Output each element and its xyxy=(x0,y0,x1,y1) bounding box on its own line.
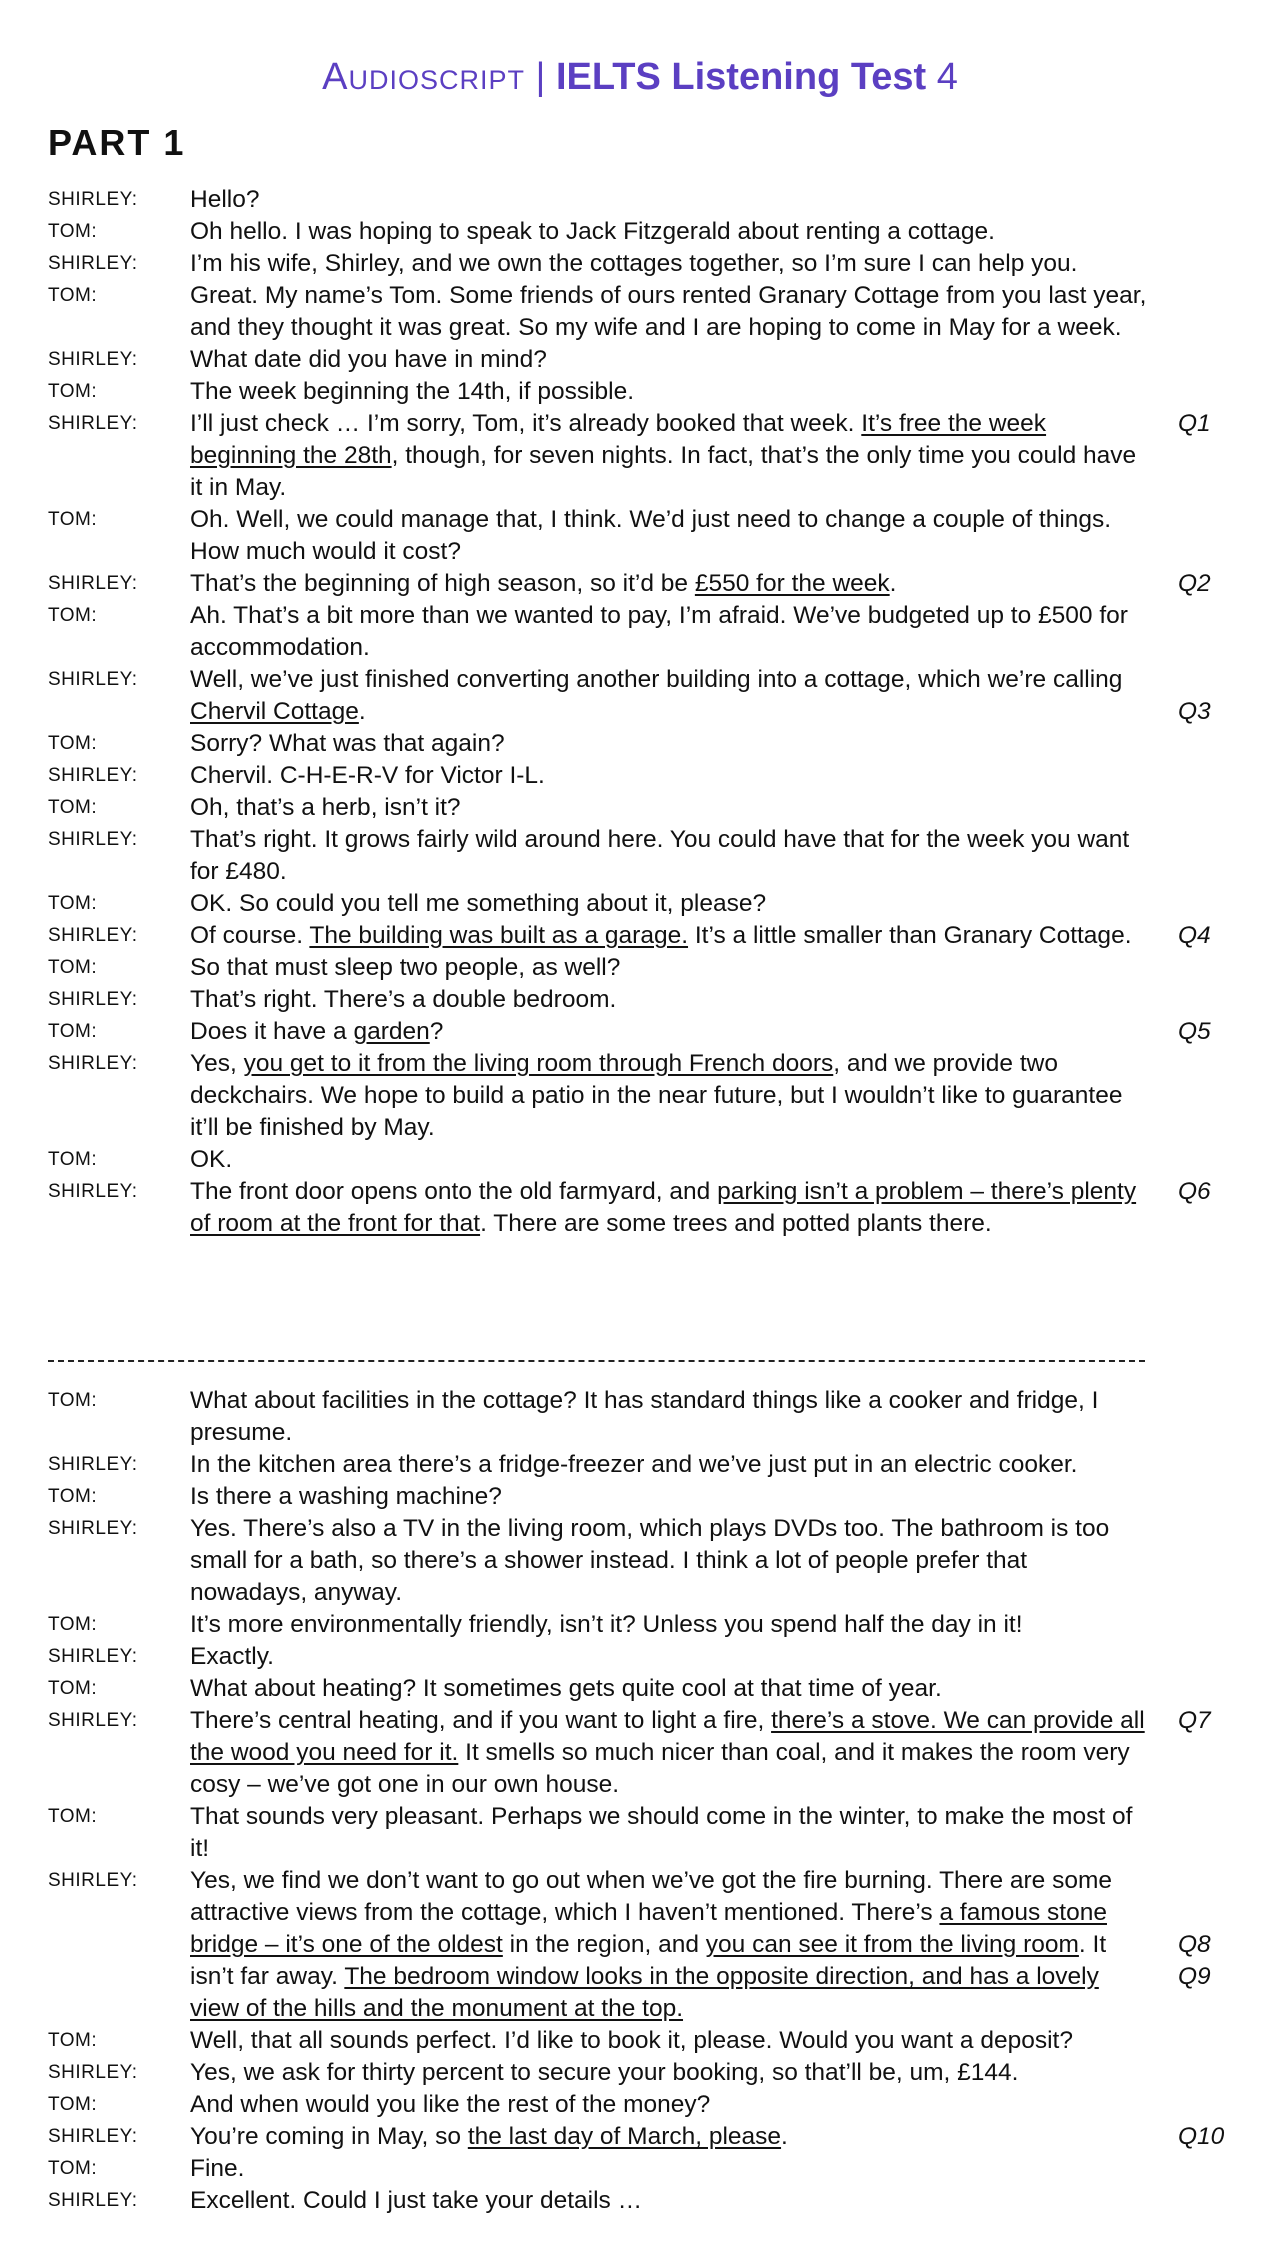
text-segment: It’s a little smaller than Granary Cottage. xyxy=(688,922,1132,949)
text-segment: That’s right. There’s a double bedroom. xyxy=(190,986,617,1013)
text-segment: Of course. xyxy=(190,922,310,949)
speaker-label: SHIRLEY: xyxy=(48,989,138,1010)
dialogue-line xyxy=(0,1048,1280,1144)
question-marker: Q10 xyxy=(1178,2123,1225,2150)
speaker-label: SHIRLEY: xyxy=(48,925,138,946)
speaker-label: TOM: xyxy=(48,381,98,402)
text-segment: Yes, xyxy=(190,1050,244,1077)
dialogue-line xyxy=(0,1513,1280,1609)
text-segment: It smells so much nicer than coal, and it makes the room very cosy – we’ve got one in our own house. xyxy=(190,1739,1130,1798)
dialogue-text xyxy=(190,184,1150,216)
speaker-label: TOM: xyxy=(48,1486,98,1507)
question-marker: Q4 xyxy=(1178,922,1211,949)
answer-underline: £550 for the week xyxy=(694,570,890,597)
dialogue-text xyxy=(190,1048,1150,1144)
dialogue-line xyxy=(0,792,1280,824)
dialogue-text xyxy=(190,1705,1150,1801)
text-segment: . xyxy=(781,2123,788,2150)
speaker-label: TOM: xyxy=(48,605,98,626)
answer-underline: you can see it from the living room xyxy=(705,1931,1079,1958)
text-segment: Oh, that’s a herb, isn’t it? xyxy=(190,794,461,821)
speaker-label: TOM: xyxy=(48,1390,98,1411)
text-segment: Well, we’ve just finished converting another building into a cottage, which we’re calling xyxy=(190,666,1123,693)
text-segment: Fine. xyxy=(190,2155,245,2182)
speaker-label: TOM: xyxy=(48,1149,98,1170)
text-segment: , and we provide two deckchairs. We hope to build a patio in the near future, but I wouldn’t like to guarantee it’ll be finished by May. xyxy=(190,1050,1123,1141)
dialogue-text xyxy=(190,2185,1150,2217)
title-test-number: 4 xyxy=(926,56,958,98)
text-segment: So that must sleep two people, as well? xyxy=(190,954,621,981)
answer-underline: the last day of March, please xyxy=(467,2123,782,2150)
dialogue-text xyxy=(190,760,1150,792)
dialogue-text xyxy=(190,1449,1150,1481)
dialogue-line xyxy=(0,2089,1280,2121)
question-marker: Q2 xyxy=(1178,570,1211,597)
dialogue-line xyxy=(0,760,1280,792)
speaker-label: TOM: xyxy=(48,1614,98,1635)
text-segment: Ah. That’s a bit more than we wanted to pay, I’m afraid. We’ve budgeted up to £500 for accommodation. xyxy=(190,602,1128,661)
answer-underline: Chervil Cottage xyxy=(190,698,359,725)
part-heading: PART 1 xyxy=(48,122,186,163)
text-segment: In the kitchen area there’s a fridge-freezer and we’ve just put in an electric cooker. xyxy=(190,1451,1078,1478)
dialogue-line xyxy=(0,1144,1280,1176)
speaker-label: TOM: xyxy=(48,2030,98,2051)
dialogue-text xyxy=(190,280,1150,344)
dialogue-line xyxy=(0,408,1280,504)
dialogue-line xyxy=(0,216,1280,248)
dialogue-text xyxy=(190,664,1150,728)
dialogue-line xyxy=(0,1865,1280,2025)
text-segment: Oh hello. I was hoping to speak to Jack Fitzgerald about renting a cottage. xyxy=(190,218,995,245)
speaker-label: SHIRLEY: xyxy=(48,253,138,274)
text-segment: Is there a washing machine? xyxy=(190,1483,502,1510)
dialogue-text xyxy=(190,568,1150,600)
speaker-label: SHIRLEY: xyxy=(48,669,138,690)
text-segment: in the region, and xyxy=(502,1931,706,1958)
dialogue-text xyxy=(190,1016,1150,1048)
dialogue-line xyxy=(0,1481,1280,1513)
dialogue-line xyxy=(0,664,1280,728)
dialogue-line xyxy=(0,2185,1280,2217)
text-segment: Exactly. xyxy=(190,1643,274,1670)
dialogue-text xyxy=(190,984,1150,1016)
dialogue-line xyxy=(0,184,1280,216)
dialogue-text xyxy=(190,248,1150,280)
speaker-label: TOM: xyxy=(48,957,98,978)
dialogue-text xyxy=(190,2025,1150,2057)
speaker-label: TOM: xyxy=(48,1806,98,1827)
question-marker: Q8 xyxy=(1178,1931,1211,1958)
dialogue-line xyxy=(0,1449,1280,1481)
speaker-label: TOM: xyxy=(48,797,98,818)
dialogue-line xyxy=(0,1176,1280,1240)
speaker-label: SHIRLEY: xyxy=(48,1053,138,1074)
text-segment: , though, for seven nights. In fact, that’s the only time you could have it in May. xyxy=(190,442,1137,501)
dialogue-text xyxy=(190,600,1150,664)
dialogue-line xyxy=(0,824,1280,888)
dialogue-text xyxy=(190,952,1150,984)
section-divider xyxy=(48,1360,1145,1362)
dialogue-text xyxy=(190,2089,1150,2121)
dialogue-text xyxy=(190,1481,1150,1513)
dialogue-section-2 xyxy=(0,1385,1280,2217)
dialogue-line xyxy=(0,728,1280,760)
text-segment: Does it have a xyxy=(190,1018,354,1045)
speaker-label: SHIRLEY: xyxy=(48,2190,138,2211)
speaker-label: TOM: xyxy=(48,893,98,914)
answer-underline: garden xyxy=(353,1018,430,1045)
answer-underline: a famous stone bridge – it’s one of the oldest xyxy=(190,1899,1107,1958)
text-segment: I’m his wife, Shirley, and we own the cottages together, so I’m sure I can help you. xyxy=(190,250,1078,277)
speaker-label: TOM: xyxy=(48,221,98,242)
text-segment: It’s more environmentally friendly, isn’t it? Unless you spend half the day in it! xyxy=(190,1611,1023,1638)
dialogue-line xyxy=(0,920,1280,952)
speaker-label: SHIRLEY: xyxy=(48,2126,138,2147)
text-segment: Yes, we ask for thirty percent to secure your booking, so that’ll be, um, £144. xyxy=(190,2059,1019,2086)
dialogue-text xyxy=(190,216,1150,248)
speaker-label: SHIRLEY: xyxy=(48,349,138,370)
dialogue-text xyxy=(190,920,1150,952)
dialogue-text xyxy=(190,1176,1150,1240)
question-marker: Q5 xyxy=(1178,1018,1211,1045)
title-test-name: IELTS Listening Test xyxy=(555,56,927,98)
speaker-label: SHIRLEY: xyxy=(48,1870,138,1891)
dialogue-line xyxy=(0,2121,1280,2153)
text-segment: OK. So could you tell me something about it, please? xyxy=(190,890,767,917)
text-segment: Chervil. C-H-E-R-V for Victor I-L. xyxy=(190,762,545,789)
dialogue-line xyxy=(0,280,1280,344)
text-segment: What about facilities in the cottage? It has standard things like a cooker and fridge, I presume. xyxy=(190,1387,1099,1446)
text-segment: Excellent. Could I just take your details … xyxy=(190,2187,643,2214)
dialogue-line xyxy=(0,1705,1280,1801)
text-segment: That’s the beginning of high season, so it’d be xyxy=(190,570,695,597)
text-segment: . There are some trees and potted plants there. xyxy=(480,1210,992,1237)
dialogue-text xyxy=(190,1801,1150,1865)
speaker-label: SHIRLEY: xyxy=(48,829,138,850)
dialogue-section-1 xyxy=(0,184,1280,1240)
speaker-label: TOM: xyxy=(48,509,98,530)
text-segment: What date did you have in mind? xyxy=(190,346,547,373)
dialogue-text xyxy=(190,344,1150,376)
dialogue-text xyxy=(190,792,1150,824)
dialogue-line xyxy=(0,568,1280,600)
speaker-label: SHIRLEY: xyxy=(48,2062,138,2083)
page-title xyxy=(0,52,1280,102)
dialogue-line xyxy=(0,2057,1280,2089)
text-segment: . xyxy=(358,698,366,725)
answer-underline: The bedroom window looks in the opposite direction, and has a lovely view of the hills and the monument at the top. xyxy=(190,1963,1099,2022)
dialogue-text xyxy=(190,2057,1150,2089)
dialogue-line xyxy=(0,952,1280,984)
dialogue-text xyxy=(190,2153,1150,2185)
text-segment: . xyxy=(889,570,897,597)
text-segment: Hello? xyxy=(190,186,260,213)
answer-underline: parking isn’t a problem – there’s plenty of room at the front for that xyxy=(190,1178,1137,1237)
dialogue-text xyxy=(190,1673,1150,1705)
speaker-label: SHIRLEY: xyxy=(48,1710,138,1731)
text-segment: What about heating? It sometimes gets quite cool at that time of year. xyxy=(190,1675,942,1702)
dialogue-line xyxy=(0,1801,1280,1865)
dialogue-text xyxy=(190,888,1150,920)
speaker-label: SHIRLEY: xyxy=(48,573,138,594)
text-segment: Yes. There’s also a TV in the living room, which plays DVDs too. The bathroom is too small for a bath, so there’s a shower instead. I think a lot of people prefer that nowadays, anyway. xyxy=(190,1515,1110,1606)
title-audioscript: Audioscript xyxy=(322,56,525,98)
text-segment: OK. xyxy=(190,1146,233,1173)
speaker-label: TOM: xyxy=(48,2094,98,2115)
dialogue-line xyxy=(0,344,1280,376)
answer-underline: The building was built as a garage. xyxy=(309,922,689,949)
text-segment: Sorry? What was that again? xyxy=(190,730,505,757)
dialogue-text xyxy=(190,1513,1150,1609)
dialogue-text xyxy=(190,728,1150,760)
dialogue-text xyxy=(190,1609,1150,1641)
dialogue-text xyxy=(190,1144,1150,1176)
text-segment: Well, that all sounds perfect. I’d like to book it, please. Would you want a deposit? xyxy=(190,2027,1073,2054)
text-segment: The week beginning the 14th, if possible. xyxy=(190,378,635,405)
dialogue-text xyxy=(190,1385,1150,1449)
dialogue-line xyxy=(0,1609,1280,1641)
text-segment: You’re coming in May, so xyxy=(190,2123,468,2150)
question-marker: Q6 xyxy=(1178,1178,1211,1205)
dialogue-text xyxy=(190,1641,1150,1673)
dialogue-line xyxy=(0,2153,1280,2185)
speaker-label: TOM: xyxy=(48,285,98,306)
answer-underline: It’s free the week beginning the 28th xyxy=(190,410,1047,469)
dialogue-text xyxy=(190,408,1150,504)
text-segment: The front door opens onto the old farmyard, and xyxy=(190,1178,718,1205)
dialogue-text xyxy=(190,2121,1150,2153)
text-segment: ? xyxy=(429,1018,444,1045)
speaker-label: SHIRLEY: xyxy=(48,189,138,210)
speaker-label: TOM: xyxy=(48,1678,98,1699)
speaker-label: SHIRLEY: xyxy=(48,1181,138,1202)
text-segment: And when would you like the rest of the money? xyxy=(190,2091,711,2118)
text-segment: Great. My name’s Tom. Some friends of ours rented Granary Cottage from you last year, and they thought it was great. So my wife and I are hoping to come in May for a week. xyxy=(190,282,1147,341)
speaker-label: SHIRLEY: xyxy=(48,1646,138,1667)
dialogue-line xyxy=(0,2025,1280,2057)
dialogue-line xyxy=(0,984,1280,1016)
dialogue-text xyxy=(190,376,1150,408)
answer-underline: there’s a stove. We can provide all the wood you need for it. xyxy=(190,1707,1145,1766)
dialogue-text xyxy=(190,824,1150,888)
dialogue-line xyxy=(0,600,1280,664)
dialogue-line xyxy=(0,1673,1280,1705)
text-segment: . It isn’t far away. xyxy=(190,1931,1107,1990)
dialogue-line xyxy=(0,248,1280,280)
dialogue-line xyxy=(0,1641,1280,1673)
text-segment: Oh. Well, we could manage that, I think. We’d just need to change a couple of things. How much would it cost? xyxy=(190,506,1112,565)
answer-underline: you get to it from the living room through French doors xyxy=(243,1050,834,1077)
speaker-label: TOM: xyxy=(48,1021,98,1042)
question-marker: Q9 xyxy=(1178,1963,1211,1990)
title-separator: | xyxy=(524,56,556,98)
question-marker: Q1 xyxy=(1178,410,1211,437)
dialogue-line xyxy=(0,888,1280,920)
dialogue-line xyxy=(0,376,1280,408)
speaker-label: SHIRLEY: xyxy=(48,413,138,434)
dialogue-line xyxy=(0,1385,1280,1449)
dialogue-text xyxy=(190,504,1150,568)
speaker-label: SHIRLEY: xyxy=(48,1518,138,1539)
text-segment: That sounds very pleasant. Perhaps we should come in the winter, to make the most of it! xyxy=(190,1803,1133,1862)
speaker-label: SHIRLEY: xyxy=(48,765,138,786)
speaker-label: TOM: xyxy=(48,2158,98,2179)
dialogue-line xyxy=(0,1016,1280,1048)
speaker-label: SHIRLEY: xyxy=(48,1454,138,1475)
dialogue-text xyxy=(190,1865,1150,2025)
speaker-label: TOM: xyxy=(48,733,98,754)
question-marker: Q7 xyxy=(1178,1707,1211,1734)
dialogue-line xyxy=(0,504,1280,568)
question-marker: Q3 xyxy=(1178,698,1211,725)
text-segment: Yes, we find we don’t want to go out when we’ve got the fire burning. There are some attractive views from the cottage, which I haven’t mentioned. There’s xyxy=(190,1867,1113,1926)
text-segment: That’s right. It grows fairly wild around here. You could have that for the week you want for £480. xyxy=(190,826,1130,885)
text-segment: I’ll just check … I’m sorry, Tom, it’s already booked that week. xyxy=(190,410,862,437)
text-segment: There’s central heating, and if you want to light a fire, xyxy=(190,1707,772,1734)
